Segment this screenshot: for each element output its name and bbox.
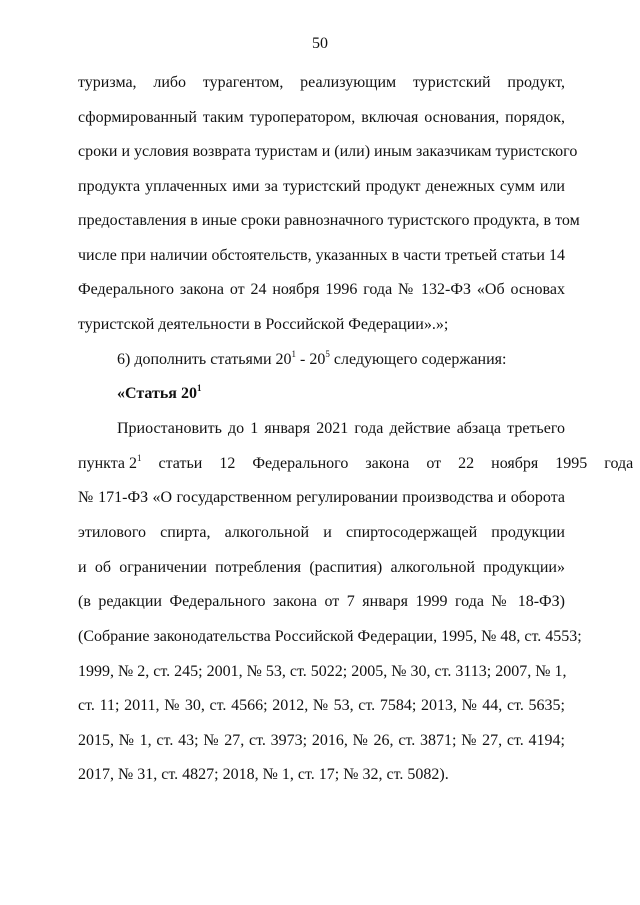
text-line: Приостановить до 1 января 2021 года действие абзаца третьего bbox=[117, 420, 565, 437]
text-line bbox=[78, 453, 634, 474]
text-line: туризма, либо турагентом, реализующим туристский продукт, bbox=[78, 74, 565, 91]
text-line: и об ограничении потребления (распития) алкогольной продукции» bbox=[78, 559, 565, 576]
superscript: 1 bbox=[291, 349, 297, 359]
text-line: числе при наличии обстоятельств, указанных в части третьей статьи 14 bbox=[78, 247, 565, 264]
page-number: 50 bbox=[312, 35, 328, 52]
text-line: продукта уплаченных ими за туристский продукт денежных сумм или bbox=[78, 178, 565, 195]
article-heading bbox=[117, 384, 565, 404]
text-line: (Собрание законодательства Российской Федерации, 1995, № 48, ст. 4553; bbox=[78, 628, 582, 645]
text-line: (в редакции Федерального закона от 7 января 1999 года № 18-ФЗ) bbox=[78, 593, 565, 610]
text-line: сформированный таким туроператором, включая основания, порядок, bbox=[78, 109, 565, 126]
text-line: 1999, № 2, ст. 245; 2001, № 53, ст. 5022; 2005, № 30, ст. 3113; 2007, № 1, bbox=[78, 663, 567, 680]
text-line: предоставления в иные сроки равнозначного туристского продукта, в том bbox=[78, 212, 580, 229]
amendment-text: следующего содержания: bbox=[329, 351, 507, 368]
text-line: № 171-ФЗ «О государственном регулировании производства и оборота bbox=[78, 489, 565, 506]
text-line: ст. 11; 2011, № 30, ст. 4566; 2012, № 53, ст. 7584; 2013, № 44, ст. 5635; bbox=[78, 697, 565, 714]
amendment-item-6 bbox=[117, 350, 565, 370]
amendment-text: - 20 bbox=[296, 351, 326, 368]
text-line: сроки и условия возврата туристам и (или) иным заказчикам туристского bbox=[78, 143, 578, 160]
superscript: 1 bbox=[136, 453, 142, 463]
text-fragment: статьи 12 Федерального закона от 22 ноября 1995 года bbox=[141, 455, 634, 472]
amendment-text: 6) дополнить статьями 20 bbox=[117, 351, 292, 368]
text-line: Федерального закона от 24 ноября 1996 года № 132-ФЗ «Об основах bbox=[78, 281, 565, 298]
superscript: 5 bbox=[325, 349, 330, 359]
text-line: этилового спирта, алкогольной и спиртосодержащей продукции bbox=[78, 524, 565, 541]
text-fragment: пункта 2 bbox=[78, 455, 137, 472]
text-line: 2015, № 1, ст. 43; № 27, ст. 3973; 2016, № 26, ст. 3871; № 27, ст. 4194; bbox=[78, 732, 565, 749]
superscript: 1 bbox=[196, 383, 202, 393]
text-line: 2017, № 31, ст. 4827; 2018, № 1, ст. 17; № 32, ст. 5082). bbox=[78, 766, 449, 783]
article-heading-text: «Статья 20 bbox=[117, 385, 197, 402]
text-line: туристской деятельности в Российской Федерации».»; bbox=[78, 316, 449, 333]
